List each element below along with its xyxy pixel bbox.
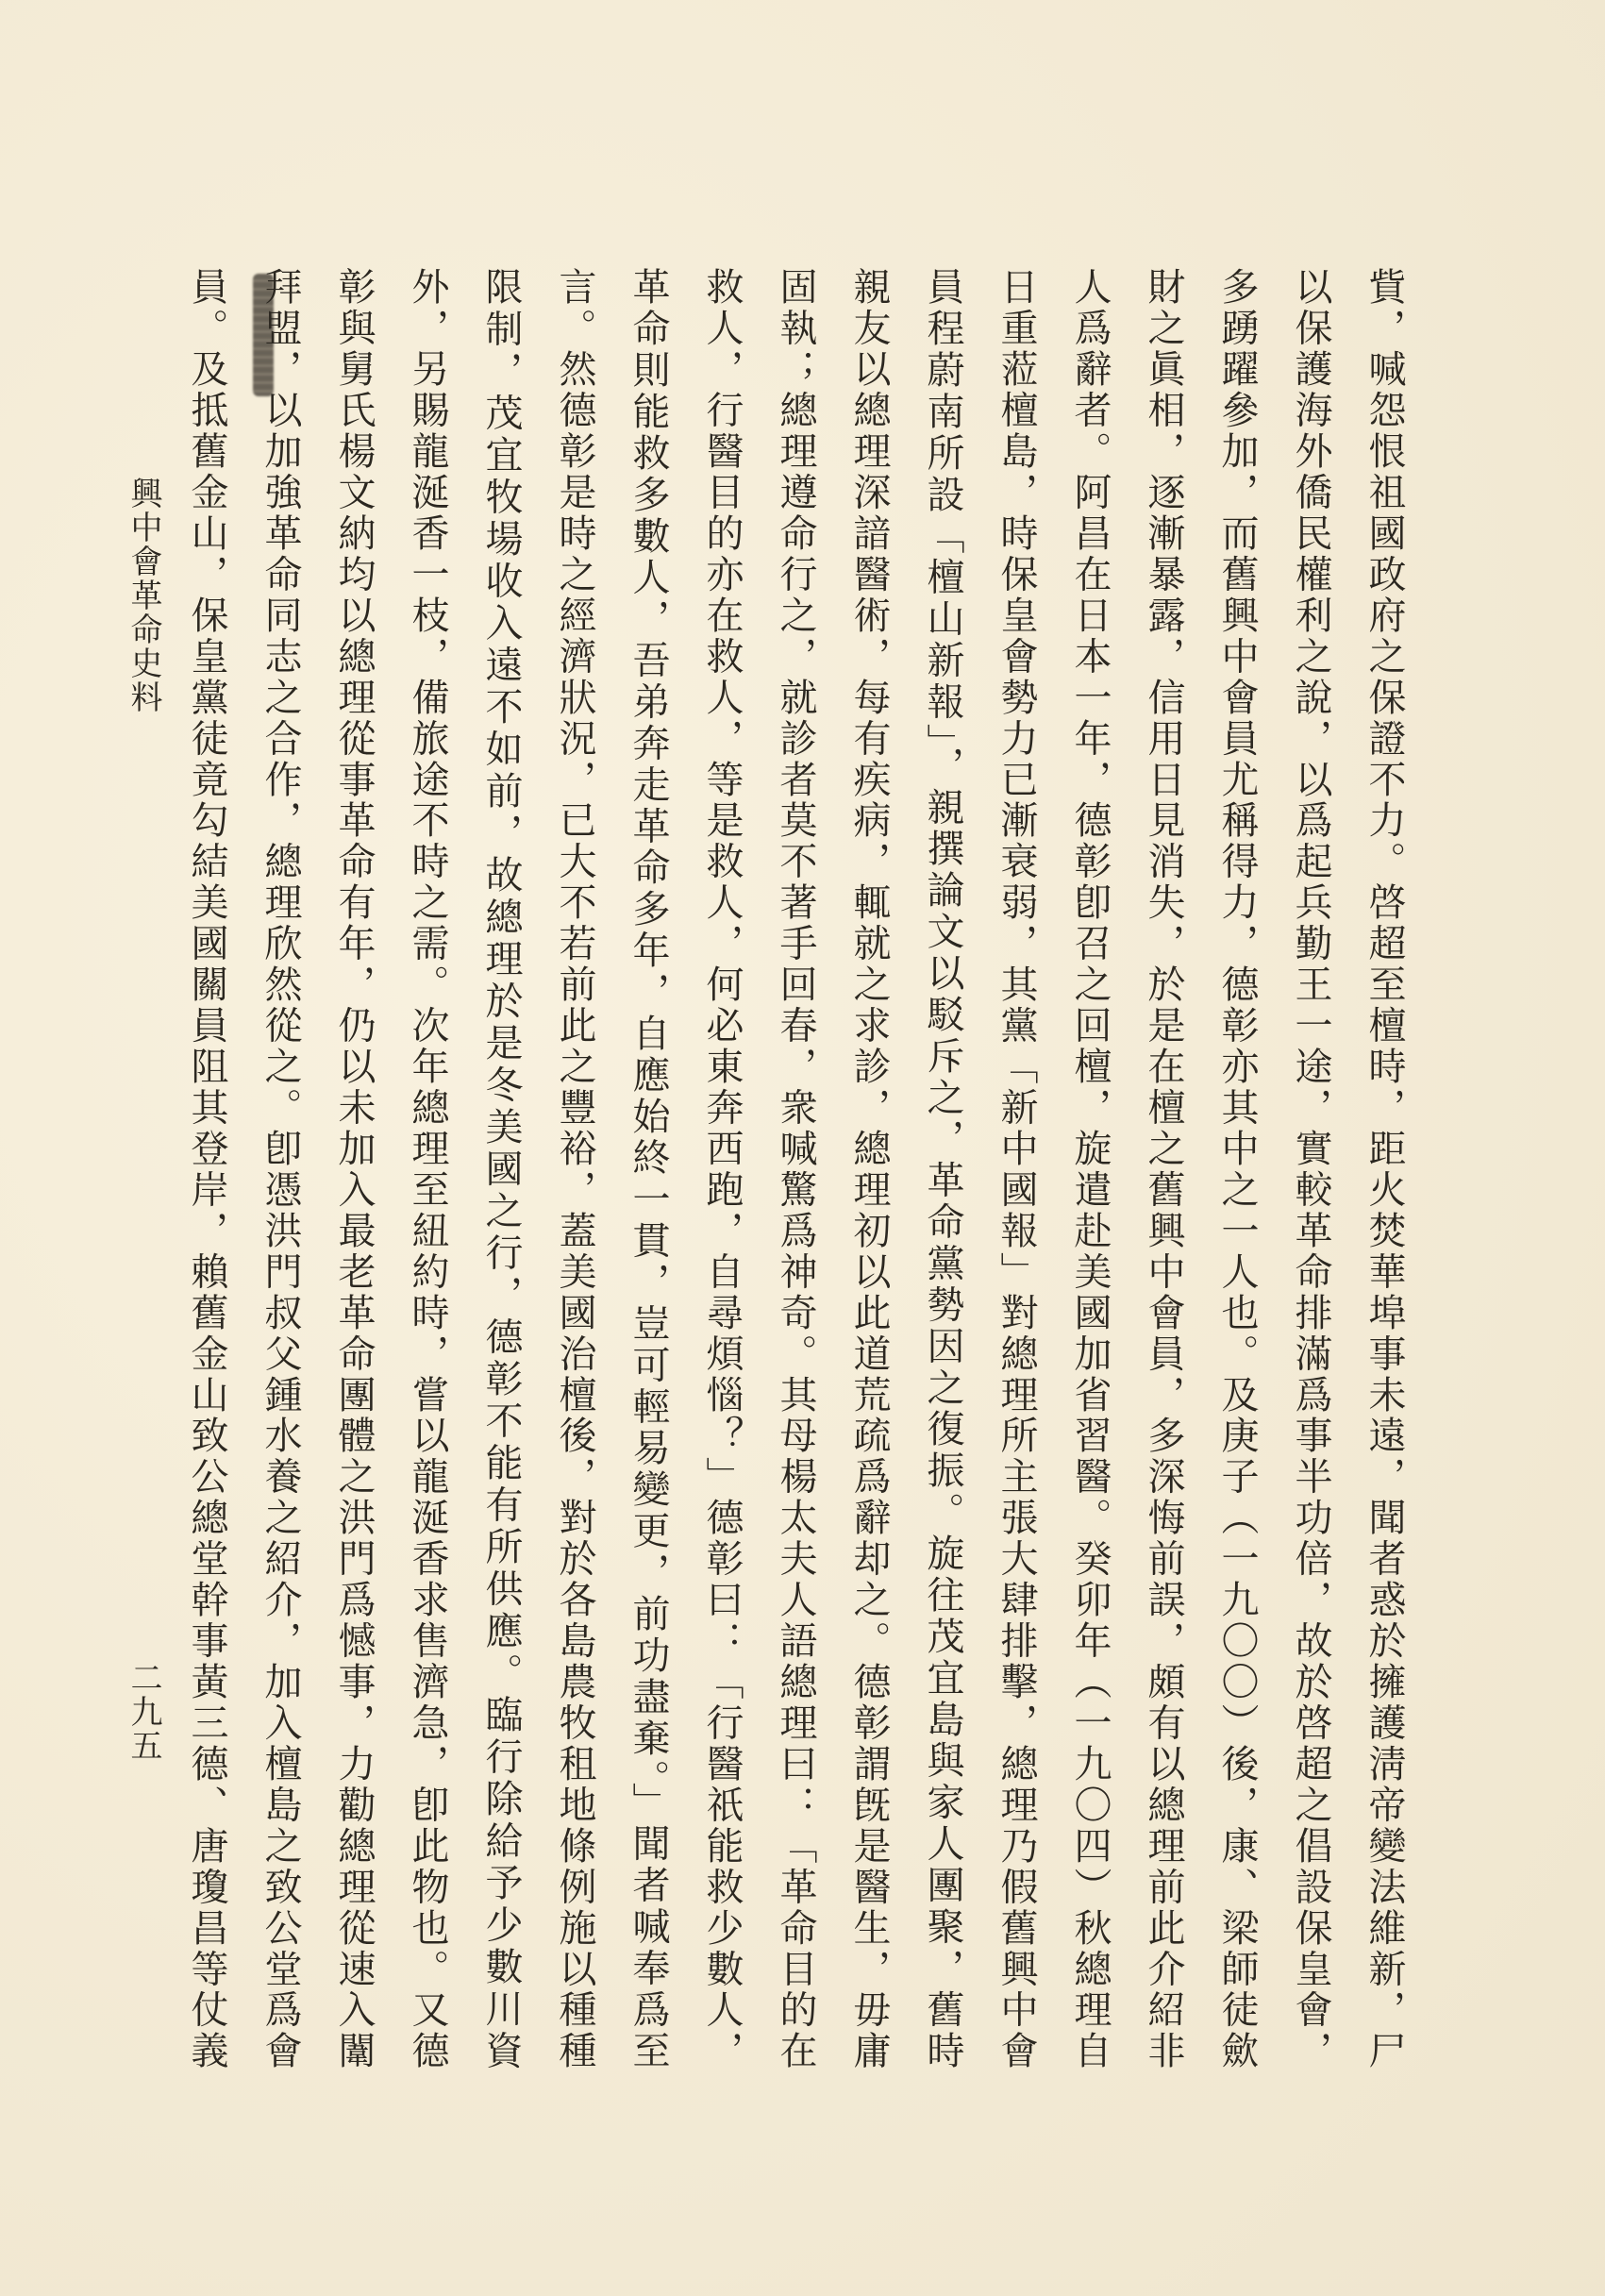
body-text bbox=[170, 267, 1421, 2070]
text-column: 革命則能救多數人，吾弟奔走革命多年，自應始終一貫，豈可輕易變更，前功盡棄。」聞者喊奉爲至 bbox=[627, 267, 670, 2070]
text-column: 拜盟，以加強革命同志之合作，總理欣然從之。卽憑洪門叔父鍾水養之紹介，加入檀島之致公堂爲會 bbox=[259, 267, 302, 2070]
text-column: 日重蒞檀島，時保皇會勢力已漸衰弱，其黨「新中國報」對總理所主張大肆排擊，總理乃假舊興中會 bbox=[995, 267, 1038, 2070]
text-column: 固執；總理遵命行之，就診者莫不著手回春，衆喊驚爲神奇。其母楊太夫人語總理曰：「革命目的在 bbox=[774, 267, 817, 2070]
text-column: 多踴躍參加，而舊興中會員尤稱得力，德彰亦其中之一人也。及庚子（一九〇〇）後，康、梁師徒歛 bbox=[1215, 267, 1259, 2070]
text-column: 彰與舅氏楊文納均以總理從事革命有年，仍以未加入最老革命團體之洪門爲憾事，力勸總理從速入闈 bbox=[332, 267, 376, 2070]
text-column: 言。然德彰是時之經濟狀況，已大不若前此之豐裕，蓋美國治檀後，對於各島農牧租地條例施以種種 bbox=[553, 267, 596, 2070]
text-column: 人爲辭者。阿昌在日本一年，德彰卽召之回檀，旋遣赴美國加省習醫。癸卯年（一九〇四）秋總理自 bbox=[1068, 267, 1112, 2070]
running-title: 興中會革命史料 bbox=[125, 477, 162, 714]
text-column: 親友以總理深諳醫術，每有疾病，輒就之求診，總理初以此道荒疏爲辭却之。德彰謂旣是醫生，毋庸 bbox=[847, 267, 891, 2070]
text-column: 員程蔚南所設「檀山新報」，親撰論文以駁斥之，革命黨勢因之復振。旋往茂宜島與家人團聚，舊時 bbox=[921, 267, 964, 2070]
text-column: 財之眞相，逐漸暴露，信用日見消失，於是在檀之舊興中會員，多深悔前誤，頗有以總理前此介紹非 bbox=[1142, 267, 1185, 2070]
text-column: 限制，茂宜牧場收入遠不如前，故總理於是冬美國之行，德彰不能有所供應。臨行除給予少數川資 bbox=[479, 267, 523, 2070]
text-column: 貲，喊怨恨祖國政府之保證不力。啓超至檀時，距火焚華埠事未遠，聞者惑於擁護淸帝變法維新，尸 bbox=[1363, 267, 1406, 2070]
text-column: 以保護海外僑民權利之說，以爲起兵勤王一途，實較革命排滿爲事半功倍，故於啓超之倡設保皇會， bbox=[1289, 267, 1332, 2070]
text-column: 救人，行醫目的亦在救人，等是救人，何必東奔西跑，自尋煩惱？」德彰曰：「行醫祇能救少數人， bbox=[700, 267, 744, 2070]
text-column: 外，另賜龍涎香一枝，備旅途不時之需。次年總理至紐約時，嘗以龍涎香求售濟急，卽此物也。又德 bbox=[406, 267, 449, 2070]
text-column: 員。及抵舊金山，保皇黨徒竟勾結美國關員阻其登岸，賴舊金山致公總堂幹事黃三德、唐瓊昌等仗義 bbox=[185, 267, 228, 2070]
page-number: 二九五 bbox=[125, 1661, 162, 1763]
